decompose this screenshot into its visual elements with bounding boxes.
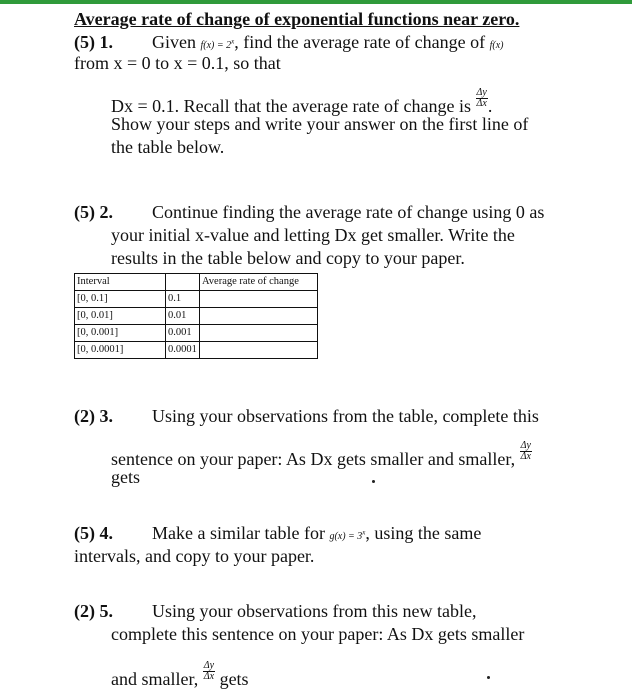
q4-function-base: g(x) = 3 xyxy=(329,531,363,542)
q1-given: Given xyxy=(152,32,196,52)
rate-table xyxy=(74,273,318,359)
table-row xyxy=(75,291,318,308)
q1-line2: from x = 0 to x = 0.1, so that xyxy=(74,53,281,73)
q5-number: (2) 5. xyxy=(74,601,113,621)
q5-frac-num: Δy xyxy=(203,660,215,671)
q3-line2 xyxy=(111,441,532,470)
table-header-cell xyxy=(166,274,200,291)
table-cell-dx: 0.01 xyxy=(166,308,200,325)
q1-period: . xyxy=(487,96,493,116)
q5-line3 xyxy=(111,661,249,690)
q2-line2: your initial x-value and letting Dx get smaller. Write the xyxy=(111,225,515,245)
q2-line3: results in the table below and copy to your paper. xyxy=(111,248,465,268)
q1-function-base: f(x) = 2 xyxy=(200,40,232,51)
q3-frac-den: Δx xyxy=(520,451,531,462)
q1-fraction xyxy=(476,88,488,109)
q1-line4: Show your steps and write your answer on the first line of xyxy=(111,114,529,134)
table-cell-dx: 0.0001 xyxy=(166,342,200,359)
q1-function xyxy=(200,37,235,51)
q3-frac-num: Δy xyxy=(520,440,531,451)
q3-number: (2) 3. xyxy=(74,406,113,426)
table-cell-dx: 0.001 xyxy=(166,325,200,342)
q1-frac-den: Δx xyxy=(476,98,487,109)
q1-function2: f(x) xyxy=(489,40,504,51)
q1-function-exp: x xyxy=(231,37,235,46)
q2-line1: Continue finding the average rate of change using 0 as xyxy=(152,202,545,222)
q4-function xyxy=(329,528,366,542)
table-cell-rate xyxy=(200,291,318,308)
q5-line1: Using your observations from this new table, xyxy=(152,601,477,621)
q1-number: (5) 1. xyxy=(74,32,113,52)
q4-line1-text: Make a similar table for xyxy=(152,523,325,543)
table-header-cell: Interval xyxy=(75,274,166,291)
q5-fraction xyxy=(203,661,215,682)
q3-line3: gets xyxy=(111,467,140,487)
table-cell-rate xyxy=(200,342,318,359)
table-cell-interval: [0, 0.1] xyxy=(75,291,166,308)
top-accent-bar xyxy=(0,0,632,4)
q2-number: (5) 2. xyxy=(74,202,113,222)
table-cell-interval: [0, 0.001] xyxy=(75,325,166,342)
q4-number: (5) 4. xyxy=(74,523,113,543)
q5-line3-end: gets xyxy=(219,669,249,689)
q5-line3-text: and smaller, xyxy=(111,669,199,689)
table-row xyxy=(75,342,318,359)
q4-line1 xyxy=(152,522,481,544)
q3-line2-text: sentence on your paper: As Dx gets smaller and smaller, xyxy=(111,449,516,469)
answer-blank-dot xyxy=(487,676,490,679)
q5-line2: complete this sentence on your paper: As Dx gets smaller xyxy=(111,624,525,644)
q1-dx-text: Dx = 0.1. Recall that the average rate of change is xyxy=(111,96,471,116)
table-header-row xyxy=(75,274,318,291)
page-title: Average rate of change of exponential functions near zero. xyxy=(74,9,520,29)
table-header-cell: Average rate of change xyxy=(200,274,318,291)
table-cell-dx: 0.1 xyxy=(166,291,200,308)
q4-line1-end: , using the same xyxy=(365,523,482,543)
table-cell-interval: [0, 0.0001] xyxy=(75,342,166,359)
q1-find: , find the average rate of change of xyxy=(234,32,486,52)
q1-frac-num: Δy xyxy=(476,87,487,98)
q5-frac-den: Δx xyxy=(203,671,215,682)
table-row xyxy=(75,308,318,325)
table-cell-interval: [0, 0.01] xyxy=(75,308,166,325)
q3-line1: Using your observations from the table, complete this xyxy=(152,406,539,426)
q4-line2: intervals, and copy to your paper. xyxy=(74,546,315,566)
table-row xyxy=(75,325,318,342)
q1-line1 xyxy=(152,31,504,53)
q4-function-exp: x xyxy=(362,528,366,537)
table-cell-rate xyxy=(200,308,318,325)
answer-blank-dot xyxy=(372,480,375,483)
q1-line5: the table below. xyxy=(111,137,225,157)
q3-fraction xyxy=(520,441,532,462)
table-cell-rate xyxy=(200,325,318,342)
